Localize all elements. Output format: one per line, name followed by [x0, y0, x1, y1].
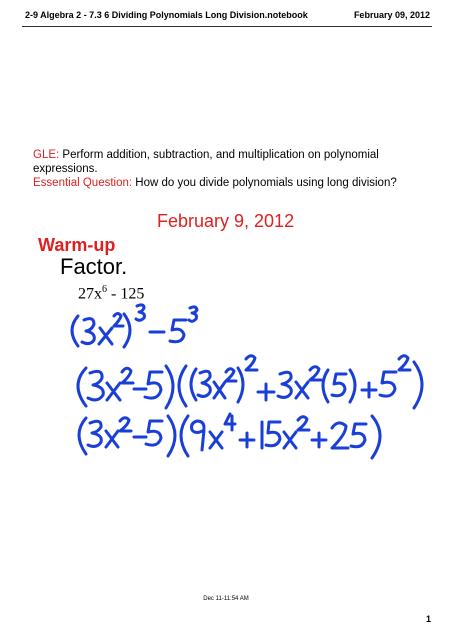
- gle-label: GLE:: [33, 149, 60, 161]
- essential-question-label: Essential Question:: [33, 177, 133, 189]
- essential-question-text: How do you divide polynomials using long division?: [132, 177, 397, 189]
- problem-base: 27x: [78, 285, 102, 303]
- notebook-title: 2-9 Algebra 2 - 7.3 6 Dividing Polynomials Long Division.notebook: [25, 10, 308, 20]
- handwritten-line-1: [72, 305, 197, 347]
- header-date: February 09, 2012: [353, 10, 430, 20]
- gle-text: Perform addition, subtraction, and multiplication on polynomial expressions.: [33, 149, 379, 175]
- timestamp: Dec 11-11:54 AM: [203, 596, 249, 602]
- problem-exponent: 6: [102, 284, 107, 295]
- problem-rest: - 125: [107, 285, 145, 303]
- page-number: 1: [425, 614, 431, 624]
- warmup-instruction: Factor.: [60, 254, 128, 279]
- handwritten-line-3: [79, 414, 380, 458]
- handwritten-line-2: [78, 356, 422, 408]
- date-heading: February 9, 2012: [157, 211, 295, 231]
- warmup-title: Warm-up: [38, 235, 116, 255]
